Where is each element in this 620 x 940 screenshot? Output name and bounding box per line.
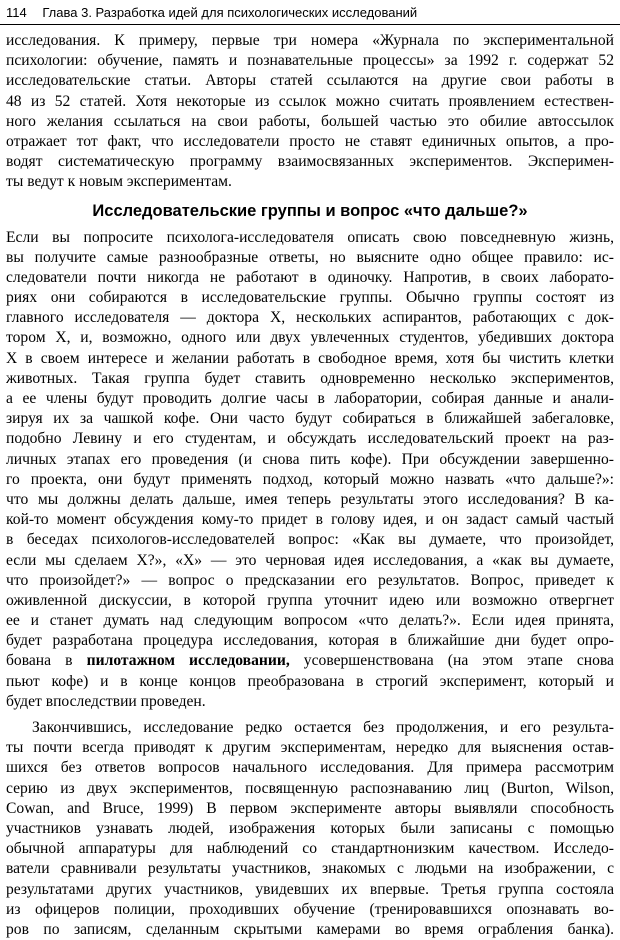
text-line: Закончившись, исследование редко остается без продолжения, и его результа- — [32, 719, 614, 736]
text-line: ты ведут к новым экспериментам. — [6, 173, 232, 191]
text-line: будет разработана процедура исследования, которая в ближайшие дни будет опро- — [6, 632, 614, 650]
section-heading: Исследовательские группы и вопрос «что дальше?» — [92, 201, 528, 220]
text-line: участников узнавать людей, изображения которых были записаны с помощью — [6, 819, 614, 837]
text-line: X в своем интересе и желании работать в свободное время, хотя бы чистить клетки — [6, 349, 614, 367]
text-line: подобно Левину и его студентам, и обсуждать исследовательский проект на раз- — [6, 430, 614, 448]
text-line: ее и станет думать над следующим вопросом «что делать?». Если идея принята, — [6, 612, 614, 630]
text-line: тором X, и, возможно, одного или двух увлеченных студентов, убедивших доктора — [6, 329, 614, 347]
text-line: го проекта, они будут применять подход, который можно назвать «что дальше?»: — [6, 470, 614, 488]
page-number: 114 — [6, 5, 27, 20]
text-line: кой-то момент обсуждения кому-то придет в голову идея, и он задаст самый частый — [6, 511, 614, 529]
text-line: обычной аппаратуры для наблюдений со стандартнонизким качеством. Исследо- — [6, 840, 614, 858]
text-line: ного желания ссылаться на свои работы, большей частью это обилие автоссылок — [6, 112, 614, 130]
text-line: оживленной дискуссии, в которой группа уточнит идею или возможно отвергнет — [6, 591, 614, 609]
text-line: будет впоследствии проведен. — [6, 692, 206, 710]
running-header — [6, 4, 614, 22]
text-fragment: бована в — [6, 652, 87, 670]
text-line: следователи почти никогда не работают в одиночку. Напротив, в своих лаборато- — [6, 268, 614, 286]
text-line: исследовательские статьи. Авторы статей ссылаются на другие свои работы в — [6, 72, 614, 90]
text-line: Cowan, and Bruce, 1999) В первом эксперименте авторы выявляли способность — [6, 799, 614, 817]
text-line: 48 из 52 статей. Хотя некоторые из ссылок можно считать проявлением естествен- — [6, 92, 614, 110]
text-line: личных этапах его проведения (и снова пить кофе). При обсуждении завершенно- — [6, 450, 614, 468]
text-line: ты почти всегда приводят к другим экспериментам, нередко для выяснения остав- — [6, 739, 614, 757]
text-line: риях они собираются в исследовательские группы. Обычно группы состоят из — [6, 289, 614, 307]
text-line: отражает тот факт, что исследователи просто не ставят единичных опытов, а про- — [6, 132, 614, 150]
text-line: если мы сделаем X?», «X» — это черновая идея исследования, а «как вы думаете, — [6, 551, 614, 569]
key-term: пилотажном исследовании, — [86, 652, 290, 670]
text-fragment: усовершенствована (на этом этапе снова — [289, 652, 614, 670]
text-line: что мы должны делать дальше, имея теперь результаты этого исследования? В ка- — [6, 490, 614, 508]
header-rule — [0, 24, 620, 25]
text-line: ватели сравнивали результаты участников, знакомых с людьми на изображении, с — [6, 860, 614, 878]
text-line: а ее члены будут проводить долгие часы в лаборатории, собирая данные и анали- — [6, 390, 614, 407]
text-line: ров по записям, сделанным скрытыми камерами во время ограбления банка). — [6, 920, 614, 938]
page-body — [6, 31, 614, 940]
text-line-with-term — [6, 651, 614, 671]
text-line: в беседах психологов-исследователей вопрос: «Как вы думаете, что произойдет, — [6, 531, 614, 549]
text-line: исследования. К примеру, первые три номера «Журнала по экспериментальной — [6, 32, 614, 49]
text-line: что произойдет?» — вопрос о предсказании его результатов. Вопрос, приведет к — [6, 571, 614, 589]
text-line: психологии: обучение, память и познавательные процессы» за 1992 г. содержат 52 — [6, 52, 614, 70]
text-line: серию из двух экспериментов, посвященную распознаванию лиц (Burton, Wilson, — [6, 779, 614, 797]
text-line: главного исследователя — доктора X, нескольких аспирантов, работающих с док- — [6, 309, 614, 327]
text-line: вы получите самые разнообразные ответы, но выясните одно общее правило: ис- — [6, 248, 614, 266]
text-line: зируя их за чашкой кофе. Они часто будут собираться в ближайшей забегаловке, — [6, 410, 614, 428]
text-line: из офицеров полиции, проходивших обучение (тренировавшихся опознавать во- — [6, 900, 614, 918]
text-line: результатами других участников, увидевших их впервые. Третья группа состояла — [6, 880, 614, 898]
paragraph-follow-up — [6, 718, 614, 940]
text-line: шихся без ответов вопросов начального исследования. Для примера рассмотрим — [6, 759, 614, 777]
paragraph-research-groups — [6, 228, 614, 713]
text-line: Если вы попросите психолога-исследователя описать свою повседневную жизнь, — [6, 228, 614, 246]
text-line: животных. Такая группа будет ставить одновременно несколько экспериментов, — [6, 369, 614, 387]
intro-paragraph — [6, 31, 614, 193]
text-line: водят систематическую программу взаимосвязанных экспериментов. Эксперимен- — [6, 153, 614, 171]
text-line: пьют кофе) и в конце концов преобразована в строгий эксперимент, который и — [6, 672, 614, 690]
running-title: Глава 3. Разработка идей для психологических исследований — [42, 5, 418, 20]
